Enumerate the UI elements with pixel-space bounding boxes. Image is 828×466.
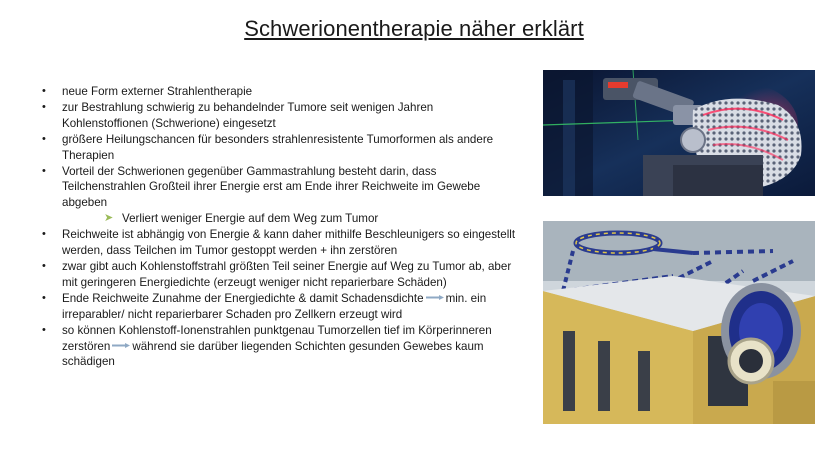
bullet-dot-icon: • <box>42 259 46 272</box>
bullet-dot-icon: • <box>42 291 46 304</box>
list-item: • größere Heilungschancen für besonders strahlenresistente Tumorformen als andere Therapien <box>42 132 494 162</box>
sub-list-item: ➤ Verliert weniger Energie auf dem Weg zum Tumor <box>104 212 379 226</box>
list-item: • Reichweite ist abhängig von Energie & kann daher mithilfe Beschleunigers so eingestellt werden, dass Teilchen im Tumor gestoppt werden + ihn zerstören <box>42 228 516 258</box>
arrow-bullet-icon: ➤ <box>104 212 114 225</box>
list-item: • zur Bestrahlung schwierig zu behandelnder Tumore seit wenigen Jahren Kohlenstoffionen (Schwerione) eingesetzt <box>42 100 434 130</box>
accelerator-facility-image <box>543 221 815 424</box>
bullet-dot-icon: • <box>42 100 46 113</box>
list-item: • neue Form externer Strahlentherapie <box>42 85 253 98</box>
bullet-dot-icon: • <box>42 323 46 336</box>
therapy-photo-graphic <box>543 70 815 196</box>
list-item: • zwar gibt auch Kohlenstoffstrahl größten Teil seiner Energie auf Weg zu Tumor ab, aber mit geringeren Energiedichte (erzeugt weniger nicht reparierbare Schäden) <box>42 259 512 289</box>
bullet-dot-icon: • <box>42 164 46 177</box>
right-arrow-icon <box>426 295 444 300</box>
therapy-photo <box>543 70 815 196</box>
right-arrow-icon <box>112 343 130 348</box>
bullet-dot-icon: • <box>42 228 46 241</box>
slide-title: Schwerionentherapie näher erklärt <box>244 16 584 41</box>
bullet-dot-icon: • <box>42 132 46 145</box>
bullet-dot-icon: • <box>42 85 46 97</box>
list-item: • so können Kohlenstoff-Ionenstrahlen punktgenau Tumorzellen tief im Körperinneren zerstören während sie darüber liegenden Schichten gesunden Gewebes kaum schädigen <box>42 323 492 369</box>
bullet-list <box>38 84 518 370</box>
accelerator-facility-graphic <box>543 221 815 424</box>
list-item: • Ende Reichweite Zunahme der Energiedichte & damit Schadensdichte min. ein irreparabler/ nicht reparierbarer Schaden pro Zellkern erzeugt wird <box>42 291 487 321</box>
list-item: • Vorteil der Schwerionen gegenüber Gammastrahlung besteht darin, dass Teilchenstrahlen Großteil ihrer Energie erst am Ende ihrer Reichweite im Gewebe abgeben <box>42 164 481 210</box>
